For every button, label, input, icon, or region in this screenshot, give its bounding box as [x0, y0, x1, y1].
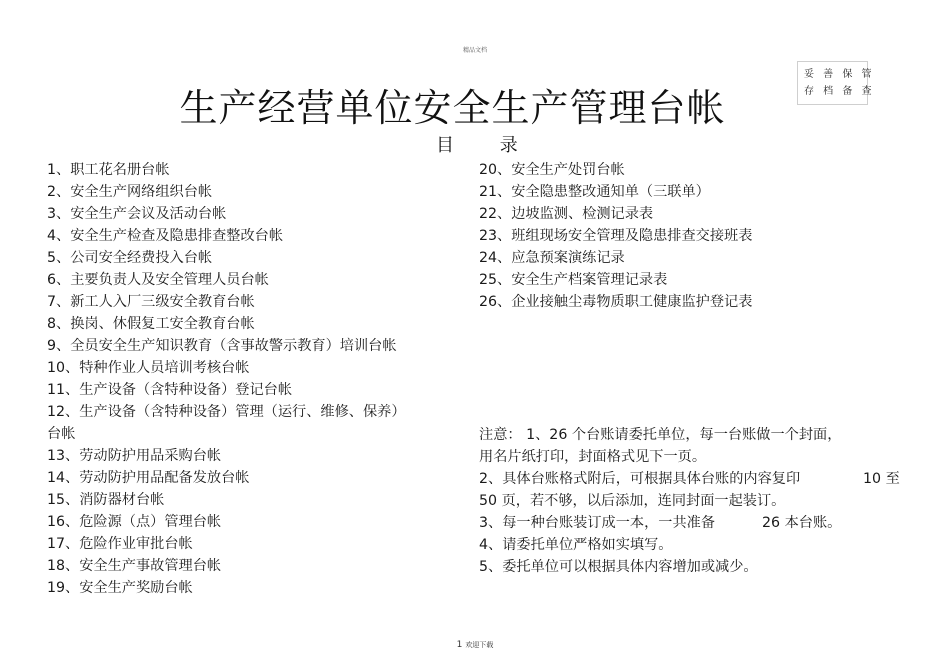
- list-item: 11、生产设备（含特种设备）登记台帐: [47, 382, 293, 398]
- note-line: [479, 468, 900, 490]
- contents-list-right: [479, 159, 752, 313]
- list-item: 12、生产设备（含特种设备）管理（运行、维修、保养）: [47, 404, 406, 420]
- list-item: 22、边坡监测、检测记录表: [479, 206, 654, 222]
- note-text: 3、每一种台账装订成一本，一共准备: [479, 515, 716, 531]
- stamp-line-1: 妥 善 保 管: [804, 69, 875, 80]
- note-text: 10 至: [863, 471, 900, 487]
- list-item: 2、安全生产网络组织台帐: [47, 184, 213, 200]
- note-line: 注意： 1、26 个台账请委托单位，每一台账做一个封面，: [479, 427, 842, 443]
- list-item: 9、全员安全生产知识教育（含事故警示教育）培训台帐: [47, 338, 397, 354]
- contents-list-left: [47, 159, 406, 599]
- header-watermark: 精品文档: [462, 47, 487, 54]
- list-item: 1、职工花名册台帐: [47, 162, 170, 178]
- note-text: 26 本台账。: [762, 515, 842, 531]
- note-line: 5、委托单位可以根据具体内容增加或减少。: [479, 559, 758, 575]
- list-item-continuation: 台帐: [47, 426, 76, 442]
- list-item: 20、安全生产处罚台帐: [479, 162, 625, 178]
- list-item: 14、劳动防护用品配备发放台帐: [47, 470, 250, 486]
- stamp-line-2: 存 档 备 查: [804, 86, 875, 97]
- list-item: 5、公司安全经费投入台帐: [47, 250, 213, 266]
- list-item: 8、换岗、休假复工安全教育台帐: [47, 316, 255, 332]
- note-line: 4、请委托单位严格如实填写。: [479, 537, 673, 553]
- note-line: 50 页，若不够，以后添加，连同封面一起装订。: [479, 493, 786, 509]
- list-item: 15、消防器材台帐: [47, 492, 165, 508]
- page-footer: [0, 640, 950, 650]
- list-item: 19、安全生产奖励台帐: [47, 580, 193, 596]
- table-of-contents-heading: 目 录: [436, 135, 518, 156]
- list-item: 10、特种作业人员培训考核台帐: [47, 360, 250, 376]
- list-item: 21、安全隐患整改通知单（三联单）: [479, 184, 710, 200]
- list-item: 18、安全生产事故管理台帐: [47, 558, 222, 574]
- list-item: 23、班组现场安全管理及隐患排查交接班表: [479, 228, 753, 244]
- page-number: 1: [456, 640, 463, 650]
- note-line: 用名片纸打印，封面格式见下一页。: [479, 449, 707, 465]
- note-text: 2、具体台账格式附后，可根据具体台账的内容复印: [479, 471, 801, 487]
- list-item: 24、应急预案演练记录: [479, 250, 625, 266]
- notes-block: [479, 424, 900, 578]
- list-item: 17、危险作业审批台帐: [47, 536, 193, 552]
- list-item: 26、企业接触尘毒物质职工健康监护登记表: [479, 294, 753, 310]
- list-item: 3、安全生产会议及活动台帐: [47, 206, 227, 222]
- footer-text: 欢迎下载: [465, 641, 494, 649]
- list-item: 6、主要负责人及安全管理人员台帐: [47, 272, 269, 288]
- list-item: 7、新工人入厂三级安全教育台帐: [47, 294, 255, 310]
- list-item: 13、劳动防护用品采购台帐: [47, 448, 222, 464]
- list-item: 16、危险源（点）管理台帐: [47, 514, 222, 530]
- note-line: [479, 512, 841, 534]
- document-title: 生产经营单位安全生产管理台帐: [179, 86, 726, 130]
- list-item: 25、安全生产档案管理记录表: [479, 272, 668, 288]
- list-item: 4、安全生产检查及隐患排查整改台帐: [47, 228, 284, 244]
